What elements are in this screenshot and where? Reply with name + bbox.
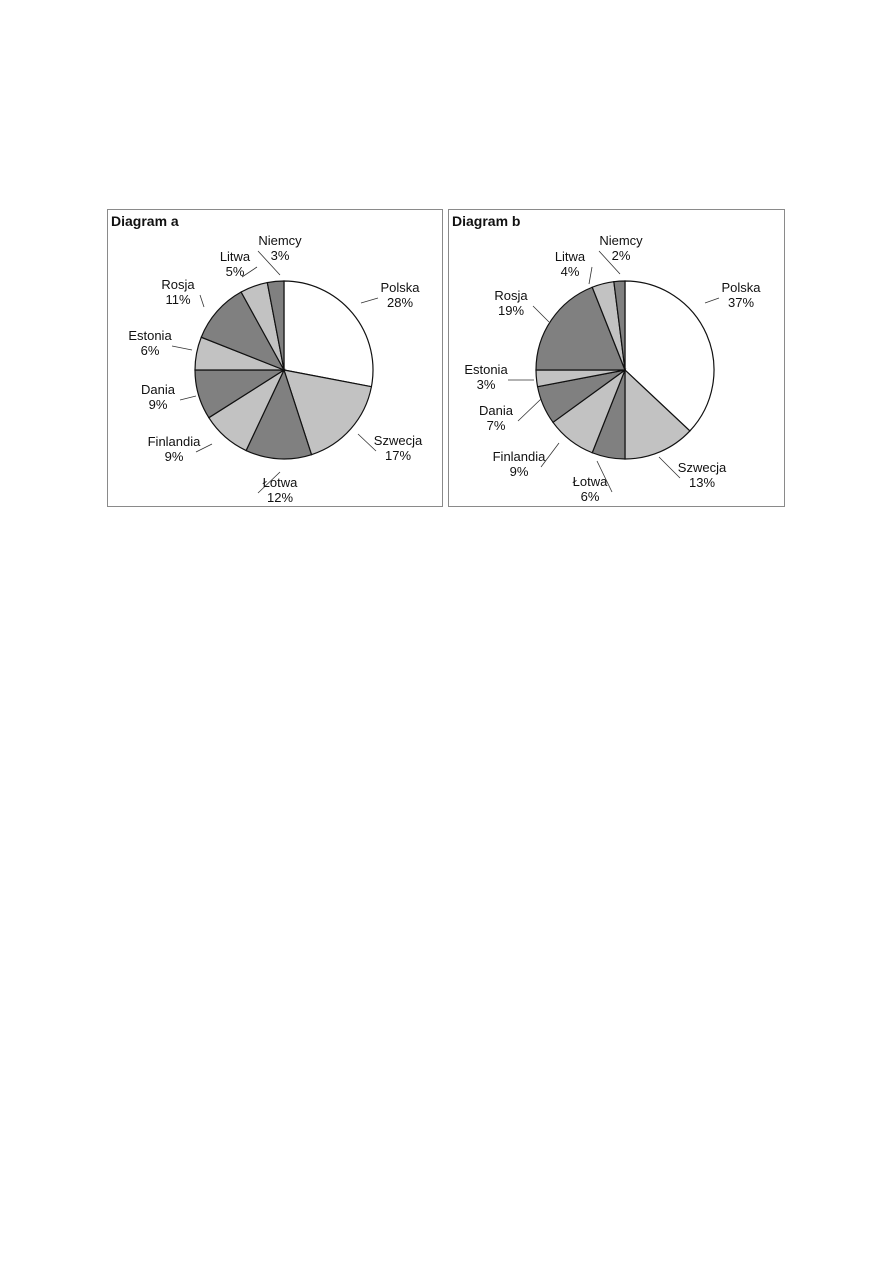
pie-slices xyxy=(536,281,714,459)
slice-value-finlandia: 9% xyxy=(164,449,184,464)
leader-line-rosja xyxy=(200,295,204,307)
pie-chart-panel-a xyxy=(107,209,443,507)
slice-value-dania: 9% xyxy=(148,397,168,412)
pie-slice-polska xyxy=(284,281,373,387)
chart-title-b: Diagram b xyxy=(452,213,521,229)
pie-chart-a xyxy=(108,210,444,508)
slice-label-polska: Polska xyxy=(380,280,420,295)
slice-value-dania: 7% xyxy=(486,418,506,433)
slice-label-finlandia: Finlandia xyxy=(492,449,546,464)
pie-chart-panel-b xyxy=(448,209,785,507)
slice-value-rosja: 19% xyxy=(497,303,525,318)
pie-slices xyxy=(195,281,373,459)
leader-line-rosja xyxy=(533,306,549,322)
slice-label-lotwa: Łotwa xyxy=(262,475,298,490)
slice-label-rosja: Rosja xyxy=(161,277,195,292)
slice-value-estonia: 6% xyxy=(140,343,160,358)
slice-value-rosja: 11% xyxy=(165,292,191,307)
slice-label-niemcy: Niemcy xyxy=(599,233,643,248)
slice-value-estonia: 3% xyxy=(476,377,496,392)
slice-label-dania: Dania xyxy=(141,382,175,397)
slice-label-dania: Dania xyxy=(479,403,513,418)
slice-value-niemcy: 3% xyxy=(270,248,290,263)
chart-title-a: Diagram a xyxy=(111,213,179,229)
slice-label-estonia: Estonia xyxy=(128,328,172,343)
slice-value-szwecja: 13% xyxy=(688,475,716,490)
slice-value-litwa: 5% xyxy=(225,264,245,279)
slice-label-lotwa: Łotwa xyxy=(572,474,608,489)
slice-value-polska: 28% xyxy=(386,295,414,310)
slice-label-szwecja: Szwecja xyxy=(373,433,423,448)
slice-label-szwecja: Szwecja xyxy=(677,460,727,475)
slice-value-litwa: 4% xyxy=(560,264,580,279)
slice-value-niemcy: 2% xyxy=(611,248,631,263)
slice-label-litwa: Litwa xyxy=(219,249,251,264)
leader-line-polska xyxy=(361,298,378,303)
slice-label-estonia: Estonia xyxy=(464,362,508,377)
slice-value-lotwa: 12% xyxy=(266,490,294,505)
leader-line-polska xyxy=(705,298,719,303)
slice-value-szwecja: 17% xyxy=(384,448,412,463)
leader-line-dania xyxy=(180,396,196,400)
leader-line-estonia xyxy=(172,346,192,350)
slice-label-finlandia: Finlandia xyxy=(147,434,201,449)
slice-label-niemcy: Niemcy xyxy=(258,233,302,248)
leader-line-dania xyxy=(518,399,541,421)
slice-value-finlandia: 9% xyxy=(509,464,529,479)
slice-value-lotwa: 6% xyxy=(580,489,600,504)
slice-value-polska: 37% xyxy=(727,295,755,310)
slice-label-polska: Polska xyxy=(721,280,761,295)
slice-label-rosja: Rosja xyxy=(494,288,528,303)
leader-line-litwa xyxy=(589,267,592,284)
pie-chart-b xyxy=(449,210,786,508)
slice-label-litwa: Litwa xyxy=(554,249,586,264)
